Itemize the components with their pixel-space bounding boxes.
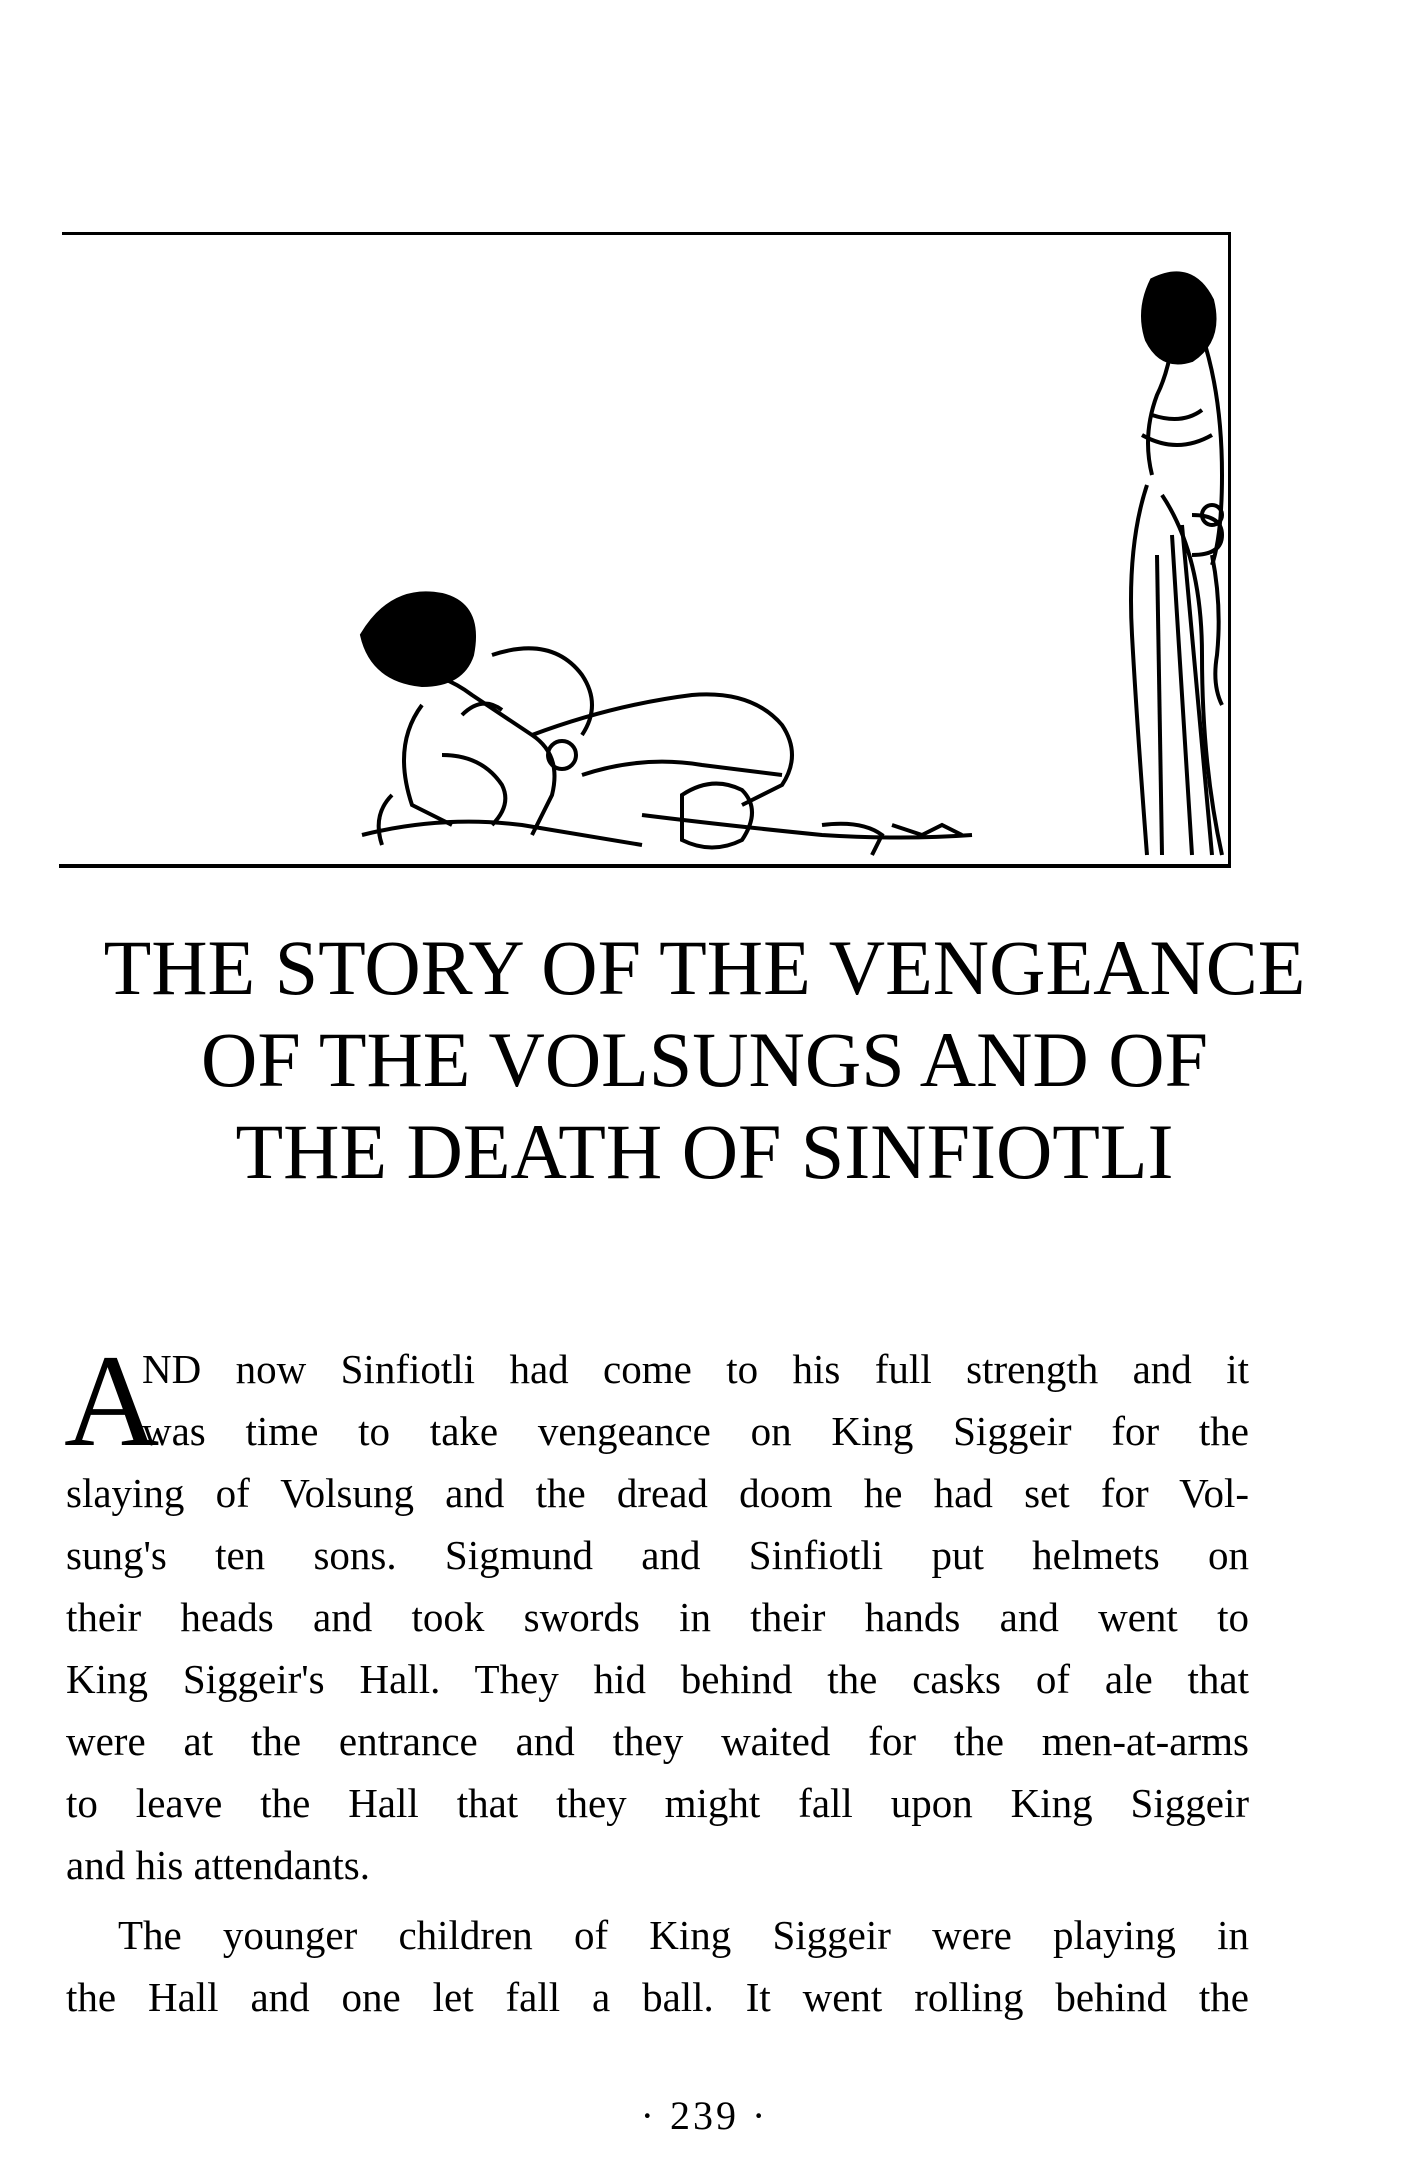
reclining-warrior — [362, 593, 972, 855]
text-line: sung's ten sons. Sigmund and Sinfiotli put helmets on — [66, 1532, 1249, 1578]
text-line: and his attendants. — [66, 1842, 371, 1888]
title-line-2: OF THE VOLSUNGS AND OF — [201, 1016, 1208, 1103]
text-line: to leave the Hall that they might fall upon King Siggeir — [66, 1780, 1249, 1826]
page-number: · 239 · — [640, 2093, 769, 2138]
text-line: slaying of Volsung and the dread doom he had set for Vol- — [66, 1470, 1249, 1516]
drop-cap: A — [64, 1327, 160, 1474]
illustration-drawing — [62, 235, 1228, 865]
standing-woman — [1131, 273, 1222, 855]
text-line: were at the entrance and they waited for the men-at-arms — [66, 1718, 1249, 1764]
text-line: ND now Sinfiotli had come to his full strength and it — [142, 1346, 1249, 1392]
title-line-3: THE DEATH OF SINFIOTLI — [235, 1108, 1174, 1195]
text-line: was time to take vengeance on King Siggeir for the — [142, 1408, 1249, 1454]
text-line: King Siggeir's Hall. They hid behind the casks of ale that — [66, 1656, 1249, 1702]
title-line-1: THE STORY OF THE VENGEANCE — [103, 924, 1306, 1011]
paragraph-2 — [66, 1904, 1249, 2028]
chapter-title — [0, 922, 1409, 1198]
text-line: their heads and took swords in their hands and went to — [66, 1594, 1249, 1640]
paragraph-1 — [64, 1327, 1249, 1896]
body-text — [64, 1327, 1249, 2028]
text-line: The younger children of King Siggeir were playing in — [118, 1912, 1249, 1958]
text-line: the Hall and one let fall a ball. It went rolling behind the — [66, 1974, 1249, 2020]
chapter-illustration — [62, 232, 1231, 865]
